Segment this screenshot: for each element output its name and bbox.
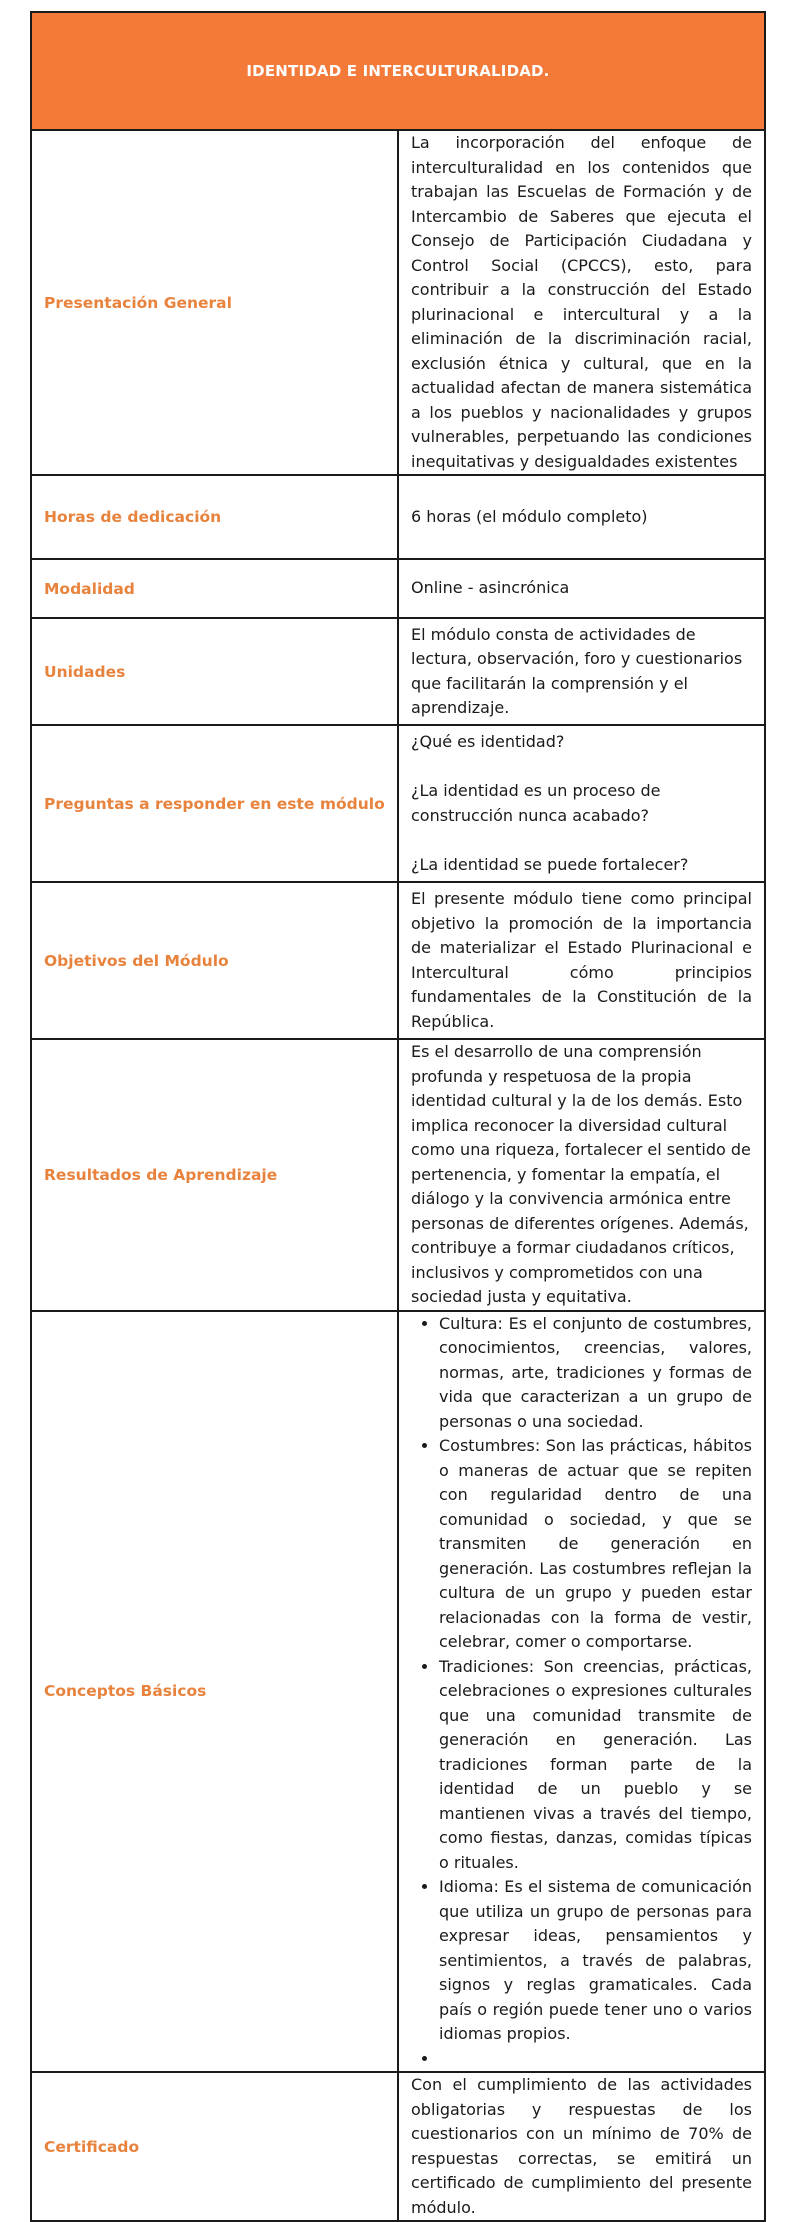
list-item: • Tradiciones: Son creencias, prácticas, celebraciones o expresiones culturales que una comunidad transmite de generación en generación. Las tradiciones forman parte de la identidad de un pueblo y se mantienen vivas a través del tiempo, como fiestas, danzas, comidas típicas o rituales. — [439, 1655, 752, 1876]
question-item: ¿La identidad es un proceso de construcción nunca acabado? — [411, 781, 661, 825]
row-presentacion — [31, 130, 765, 475]
row-preguntas — [31, 725, 765, 882]
row-conceptos — [31, 1311, 765, 2073]
row-certificado — [31, 2072, 765, 2221]
row-objetivos — [31, 882, 765, 1039]
row-value: La incorporación del enfoque de interculturalidad en los contenidos que trabajan las Escuelas de Formación y de Intercambio de Saberes que ejecuta el Consejo de Participación Ciudadana y Control Social (CPCCS), esto, para contribuir a la construcción del Estado plurinacional e intercultural y a la eliminación de la discriminación racial, exclusión étnica y cultural, que en la actualidad afectan de manera sistemática a los pueblos y nacionalidades y grupos vulnerables, perpetuando las condiciones inequitativas y desigualdades existentes — [398, 130, 765, 475]
list-item: • Cultura: Es el conjunto de costumbres, conocimientos, creencias, valores, normas, arte, tradiciones y formas de vida que caracterizan a un grupo de personas o una sociedad. — [439, 1312, 752, 1435]
row-resultados — [31, 1039, 765, 1311]
row-modalidad — [31, 559, 765, 618]
row-value: 6 horas (el módulo completo) — [398, 475, 765, 559]
row-label: Unidades — [31, 618, 398, 725]
row-value: Con el cumplimiento de las actividades obligatorias y respuestas de los cuestionarios con un mínimo de 70% de respuestas correctas, se emitirá un certificado de cumplimiento del presente módulo. — [398, 2072, 765, 2221]
row-value: Es el desarrollo de una comprensión profunda y respetuosa de la propia identidad cultural y la de los demás. Esto implica reconocer la diversidad cultural como una riqueza, fortalecer el sentido de pertenencia, y fomentar la empatía, el diálogo y la convivencia armónica entre personas de diferentes orígenes. Además, contribuye a formar ciudadanos críticos, inclusivos y comprometidos con una sociedad justa y equitativa. — [398, 1039, 765, 1311]
list-item: • Idioma: Es el sistema de comunicación que utiliza un grupo de personas para expresar ideas, pensamientos y sentimientos, a través de palabras, signos y reglas gramaticales. Cada país o región puede tener uno o varios idiomas propios. — [439, 1875, 752, 2047]
row-label: Certificado — [31, 2072, 398, 2221]
row-label: Conceptos Básicos — [31, 1311, 398, 2073]
table-title: IDENTIDAD E INTERCULTURALIDAD. — [31, 12, 765, 130]
row-unidades — [31, 618, 765, 725]
question-item: ¿La identidad se puede fortalecer? — [411, 854, 689, 874]
row-value — [398, 725, 765, 882]
table-header-row — [31, 12, 765, 130]
module-info-page — [30, 11, 766, 2222]
row-label: Preguntas a responder en este módulo — [31, 725, 398, 882]
concepts-list — [411, 1312, 752, 2072]
row-value: El presente módulo tiene como principal objetivo la promoción de la importancia de materializar el Estado Plurinacional e Intercultural cómo principios fundamentales de la Constitución de la República. — [398, 882, 765, 1039]
row-value — [398, 1311, 765, 2073]
row-value: Online - asincrónica — [398, 559, 765, 618]
row-horas — [31, 475, 765, 559]
list-item: • Costumbres: Son las prácticas, hábitos o maneras de actuar que se repiten con regularidad dentro de una comunidad o sociedad, y que se transmiten de generación en generación. Las costumbres reflejan la cultura de un grupo y pueden estar relacionadas con la forma de vestir, celebrar, comer o comportarse. — [439, 1434, 752, 1655]
question-item: ¿Qué es identidad? — [411, 732, 565, 751]
row-label: Presentación General — [31, 130, 398, 475]
row-label: Horas de dedicación — [31, 475, 398, 559]
module-info-table — [30, 11, 766, 2222]
row-label: Modalidad — [31, 559, 398, 618]
row-value: El módulo consta de actividades de lectura, observación, foro y cuestionarios que facilitarán la comprensión y el aprendizaje. — [398, 618, 765, 725]
row-label: Resultados de Aprendizaje — [31, 1039, 398, 1311]
row-label: Objetivos del Módulo — [31, 882, 398, 1039]
list-item-empty — [439, 2047, 752, 2072]
